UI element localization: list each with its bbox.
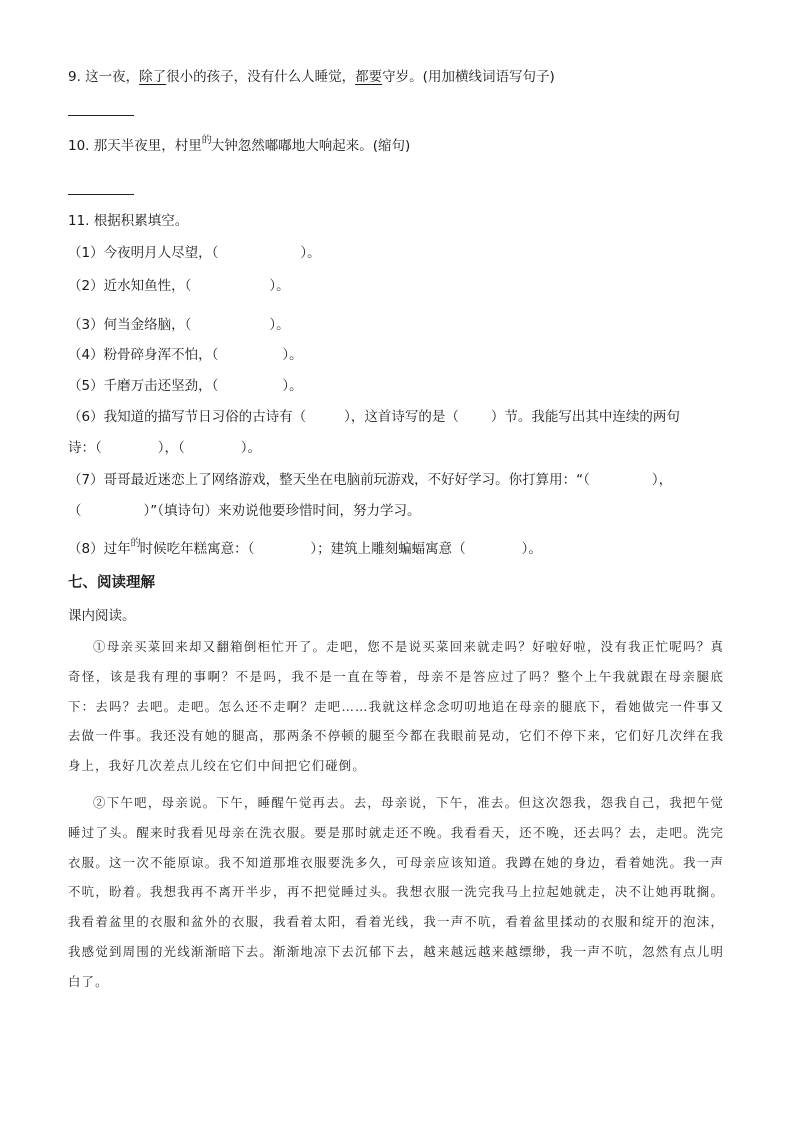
fill-item-6-line-1 [68,408,680,426]
fill-item-close: ）。 [269,317,290,333]
fill-item-close: ）。 [300,245,321,261]
fill-item-prompt: （6）我知道的描写节日习俗的古诗有（ [68,409,307,425]
superscript-char: 的 [201,135,211,146]
fill-item-prompt: 时候吃年糕寓意：（ [139,541,255,557]
fill-item-4 [68,346,303,364]
fill-item-prompt: ）节。我能写出其中连续的两句 [490,409,680,425]
fill-item-prompt: （1）今夜明月人尽望，（ [68,245,219,261]
question-9 [68,68,555,86]
fill-item-close: ）。 [521,541,542,557]
question-10 [68,137,410,157]
fill-item-2 [68,277,290,295]
fill-item-prompt: （8）过年 [68,541,131,557]
fill-item-close: ）， [651,472,673,488]
underlined-word-1: 除了 [139,69,167,85]
question-11-title: 11. 根据积累填空。 [68,213,189,229]
question-10-instruction: 大钟忽然嘟嘟地大响起来。(缩句) [210,138,411,154]
question-9-instruction: 守岁。(用加横线词语写句子) [382,69,555,85]
fill-item-prompt: ），（ [157,440,185,456]
superscript-char: 的 [130,538,140,549]
passage-paragraph-1: ①母亲买菜回来却又翻箱倒柜忙开了。走吧，您不是说买菜回来就走吗？好啦好啦，没有我正忙呢吗？真奇怪，该是我有理的事啊？不是吗，我不是一直在等着，母亲不是答应过了吗？整个上午我就跟在母亲腿底下：去吗？去吧。走吧。怎么还不走啊？走吧……我就这样念念叨叨地追在母亲的腿底下，看她做完一件事又去做一件事。我还没有她的腿高，那两条不停顿的腿至今都在我眼前晃动，它们不停下来，它们好几次绊在我身上，我好几次差点儿绞在它们中间把它们碰倒。 [68,639,724,774]
fill-item-prompt: （3）何当金络脑，（ [68,317,192,333]
fill-item-7-line-1 [68,471,672,489]
fill-item-prompt: ）；建筑上雕刻蝙蝠寓意（ [310,541,466,557]
fill-item-prompt: （2）近水知鱼性，（ [68,278,192,294]
section-subheading: 课内阅读。 [68,608,136,624]
fill-item-8 [68,540,542,560]
fill-item-prompt: 诗：（ [68,440,102,456]
fill-item-prompt: （4）粉骨碎身浑不怕，（ [68,347,219,363]
question-9-text: 很小的孩子，没有什么人睡觉， [166,69,356,85]
fill-item-prompt: ）”（填诗句）来劝说他要珍惜时间，努力学习。 [143,503,421,519]
question-10-text: 10. 那天半夜里，村里 [68,138,202,154]
fill-item-prompt: （7）哥哥最近迷恋上了网络游戏，整天坐在电脑前玩游戏，不好好学习。你打算用：“（ [68,472,590,488]
answer-line-9[interactable] [68,115,134,116]
fill-item-6-line-2 [68,439,261,457]
fill-item-prompt: ），这首诗写的是（ [344,409,459,425]
fill-item-7-line-2 [68,502,421,520]
fill-item-3 [68,316,290,334]
passage-paragraph-2: ②下午吧，母亲说。下午，睡醒午觉再去。去，母亲说，下午，准去。但这次怨我，怨我自己，我把午觉睡过了头。醒来时我看见母亲在洗衣服。要是那时就走还不晚。我看看天，还不晚，还去吗？去，走吧。洗完衣服。这一次不能原谅。我不知道那堆衣服要洗多久，可母亲应该知道。我蹲在她的身边，看着她洗。我一声不吭，盼着。我想我再不离开半步，再不把觉睡过头。我想衣服一洗完我马上拉起她就走，决不让她再耽搁。我看着盆里的衣服和盆外的衣服，我看着太阳，看着光线，我一声不吭，看着盆里揉动的衣服和绽开的泡沫，我感觉到周围的光线渐渐暗下去。渐渐地凉下去沉郁下去，越来越远越来越缥缈，我一声不吭，忽然有点儿明白了。 [68,795,724,989]
fill-item-close: ）。 [282,378,303,394]
underlined-word-2: 都要 [355,69,383,85]
fill-item-prompt: （5）千磨万击还坚劲，（ [68,378,219,394]
section-heading: 七、阅读理解 [68,575,155,591]
fill-item-close: ）。 [269,278,290,294]
answer-line-10[interactable] [68,194,134,195]
fill-item-1 [68,244,321,262]
fill-item-5 [68,377,303,395]
question-9-text: 9. 这一夜， [68,69,140,85]
fill-item-close: ）。 [240,440,261,456]
fill-item-close: ）。 [282,347,303,363]
fill-item-prompt: （ [68,503,82,519]
